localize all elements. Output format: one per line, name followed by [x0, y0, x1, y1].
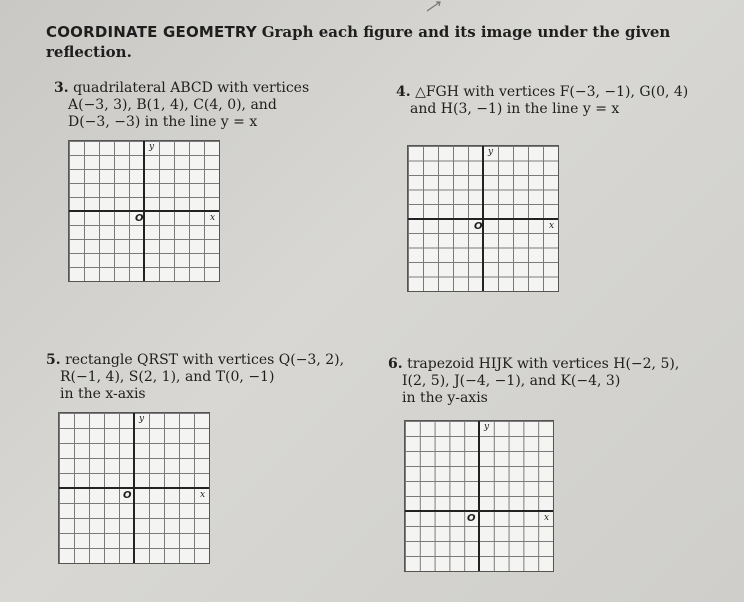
y-axis-label: y: [484, 422, 490, 432]
y-axis: [482, 146, 484, 291]
x-axis-label: x: [544, 513, 550, 523]
y-axis-label: y: [149, 142, 155, 152]
problem-text-line: R(−1, 4), S(2, 1), and T(0, −1): [60, 369, 275, 385]
y-axis: [133, 413, 135, 563]
coordinate-grid-6[interactable]: [404, 420, 554, 572]
problem-5: [46, 352, 344, 403]
worksheet-title: [46, 22, 706, 62]
topic-heading: COORDINATE GEOMETRY: [46, 23, 257, 41]
problem-3: [54, 80, 309, 131]
y-axis-label: y: [488, 147, 494, 157]
problem-text-line: D(−3, −3) in the line y = x: [68, 114, 258, 130]
problem-text-line: trapezoid HIJK with vertices H(−2, 5),: [407, 356, 680, 372]
problem-text-line: A(−3, 3), B(1, 4), C(4, 0), and: [68, 97, 277, 113]
problem-text-line: I(2, 5), J(−4, −1), and K(−4, 3): [402, 373, 621, 389]
y-axis: [478, 421, 480, 571]
problem-text-line: in the y-axis: [402, 390, 488, 406]
y-axis: [143, 141, 145, 281]
problem-number: 3.: [54, 80, 69, 96]
instruction-text: Graph each figure and its image under the given: [261, 23, 671, 41]
coordinate-grid-4[interactable]: [407, 145, 559, 292]
problem-number: 5.: [46, 352, 61, 368]
x-axis-label: x: [549, 221, 555, 231]
problem-6: [388, 356, 679, 407]
problem-4: [396, 84, 688, 118]
coordinate-grid-3[interactable]: [68, 140, 220, 282]
problem-number: 4.: [396, 84, 411, 100]
origin-label: O: [467, 513, 476, 524]
y-axis-label: y: [139, 414, 145, 424]
problem-text-line: and H(3, −1) in the line y = x: [410, 101, 620, 117]
problem-text-line: △FGH with vertices F(−3, −1), G(0, 4): [415, 84, 689, 100]
instruction-text-cont: reflection.: [46, 43, 132, 61]
x-axis-label: x: [210, 213, 216, 223]
problem-text-line: rectangle QRST with vertices Q(−3, 2),: [65, 352, 345, 368]
problem-number: 6.: [388, 356, 403, 372]
x-axis-label: x: [200, 490, 206, 500]
problem-text-line: quadrilateral ABCD with vertices: [73, 80, 310, 96]
pencil-mark: [426, 0, 442, 12]
origin-label: O: [474, 221, 483, 232]
origin-label: O: [123, 490, 132, 501]
coordinate-grid-5[interactable]: [58, 412, 210, 564]
origin-label: O: [135, 213, 144, 224]
problem-text-line: in the x-axis: [60, 386, 146, 402]
